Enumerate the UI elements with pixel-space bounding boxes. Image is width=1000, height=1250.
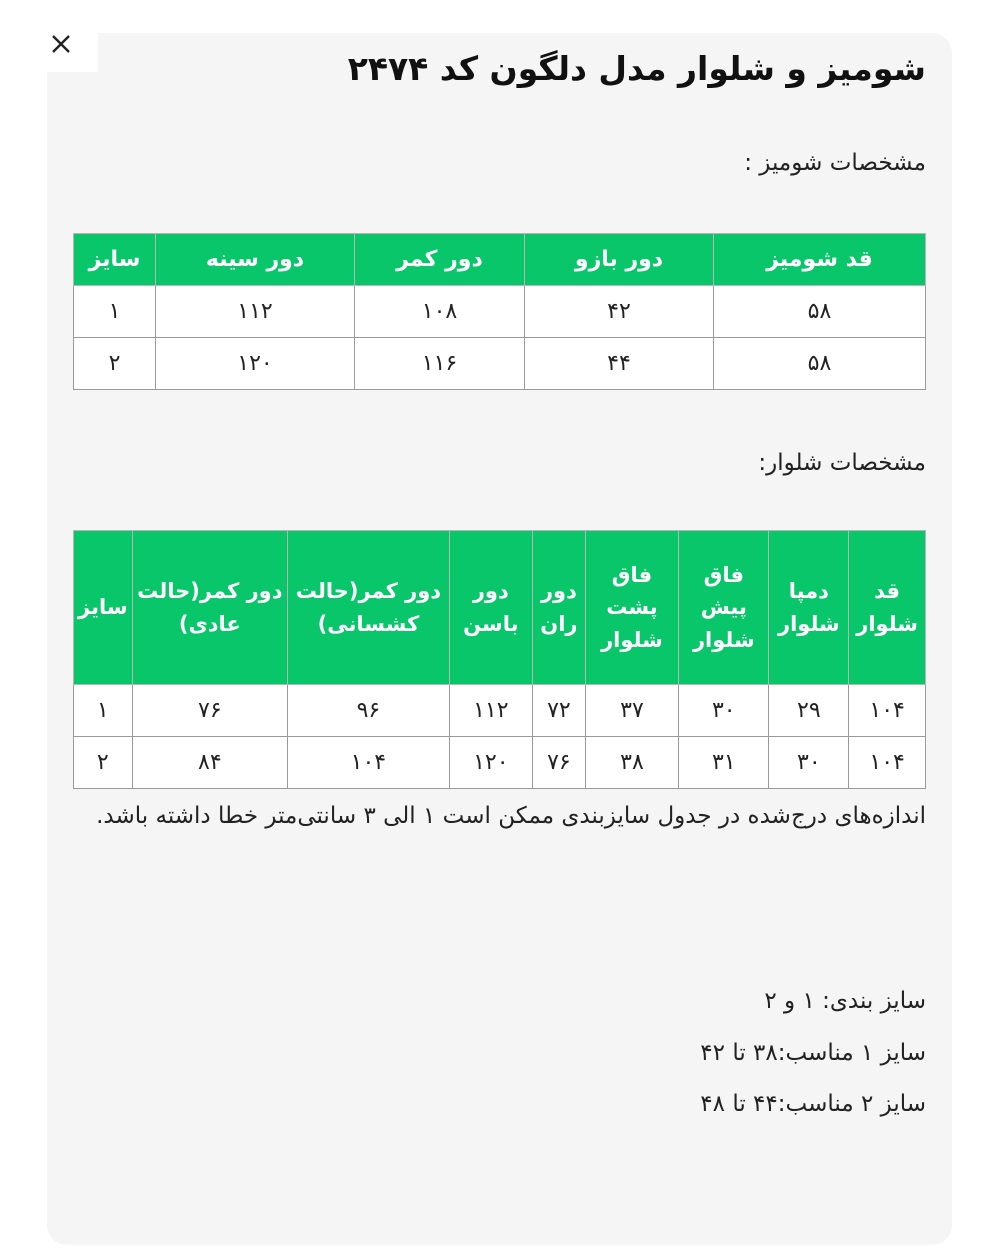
table-cell: ۲ — [74, 737, 133, 789]
table-cell: ۳۰ — [769, 737, 849, 789]
table-cell: ۵۸ — [714, 338, 926, 390]
table-header-row — [74, 234, 926, 286]
column-header: دور باسن — [449, 531, 532, 685]
table-cell: ۵۸ — [714, 286, 926, 338]
column-header: قد شومیز — [714, 234, 926, 286]
sizing-line: سایز ۲ مناسب:۴۴ تا ۴۸ — [700, 1091, 926, 1117]
close-icon — [50, 33, 72, 55]
pants-size-table — [73, 530, 926, 789]
column-header: دمپا شلوار — [769, 531, 849, 685]
table-cell: ۳۰ — [679, 685, 769, 737]
column-header: دور کمر(حالت کشسانی) — [288, 531, 449, 685]
table-cell: ۹۶ — [288, 685, 449, 737]
table-cell: ۱۰۴ — [849, 685, 926, 737]
table-cell: ۱۰۴ — [288, 737, 449, 789]
table-row — [74, 286, 926, 338]
pants-section-label: مشخصات شلوار: — [758, 450, 926, 476]
table-cell: ۲ — [74, 338, 156, 390]
table-cell: ۳۱ — [679, 737, 769, 789]
table-header-row — [74, 531, 926, 685]
table-cell: ۱ — [74, 286, 156, 338]
column-header: سایز — [74, 234, 156, 286]
table-cell: ۱ — [74, 685, 133, 737]
table-cell: ۳۷ — [585, 685, 678, 737]
table-cell: ۱۱۲ — [156, 286, 355, 338]
table-row — [74, 737, 926, 789]
table-cell: ۴۲ — [525, 286, 714, 338]
measurement-note: اندازه‌های درج‌شده در جدول سایزبندی ممکن است ۱ الی ۳ سانتی‌متر خطا داشته باشد. — [96, 803, 926, 829]
column-header: دور کمر(حالت عادی) — [132, 531, 288, 685]
column-header: فاق پیش شلوار — [679, 531, 769, 685]
page-title: شومیز و شلوار مدل دلگون کد ۲۴۷۴ — [347, 49, 926, 88]
column-header: فاق پشت شلوار — [585, 531, 678, 685]
table-cell: ۷۶ — [132, 685, 288, 737]
blouse-size-table — [73, 233, 926, 390]
table-cell: ۳۸ — [585, 737, 678, 789]
column-header: دور کمر — [355, 234, 525, 286]
table-row — [74, 338, 926, 390]
table-cell: ۲۹ — [769, 685, 849, 737]
column-header: قد شلوار — [849, 531, 926, 685]
blouse-section-label: مشخصات شومیز : — [744, 150, 926, 176]
sizing-line: سایز ۱ مناسب:۳۸ تا ۴۲ — [700, 1040, 926, 1066]
table-cell: ۱۰۴ — [849, 737, 926, 789]
table-cell: ۱۲۰ — [449, 737, 532, 789]
column-header: دور سینه — [156, 234, 355, 286]
column-header: سایز — [74, 531, 133, 685]
table-row — [74, 685, 926, 737]
table-cell: ۷۲ — [533, 685, 586, 737]
table-cell: ۱۱۶ — [355, 338, 525, 390]
table-cell: ۱۱۲ — [449, 685, 532, 737]
column-header: دور ران — [533, 531, 586, 685]
sizing-line: سایز بندی: ۱ و ۲ — [764, 988, 926, 1014]
table-cell: ۸۴ — [132, 737, 288, 789]
table-cell: ۷۶ — [533, 737, 586, 789]
close-button[interactable] — [46, 29, 76, 59]
table-cell: ۴۴ — [525, 338, 714, 390]
table-cell: ۱۰۸ — [355, 286, 525, 338]
column-header: دور بازو — [525, 234, 714, 286]
table-cell: ۱۲۰ — [156, 338, 355, 390]
